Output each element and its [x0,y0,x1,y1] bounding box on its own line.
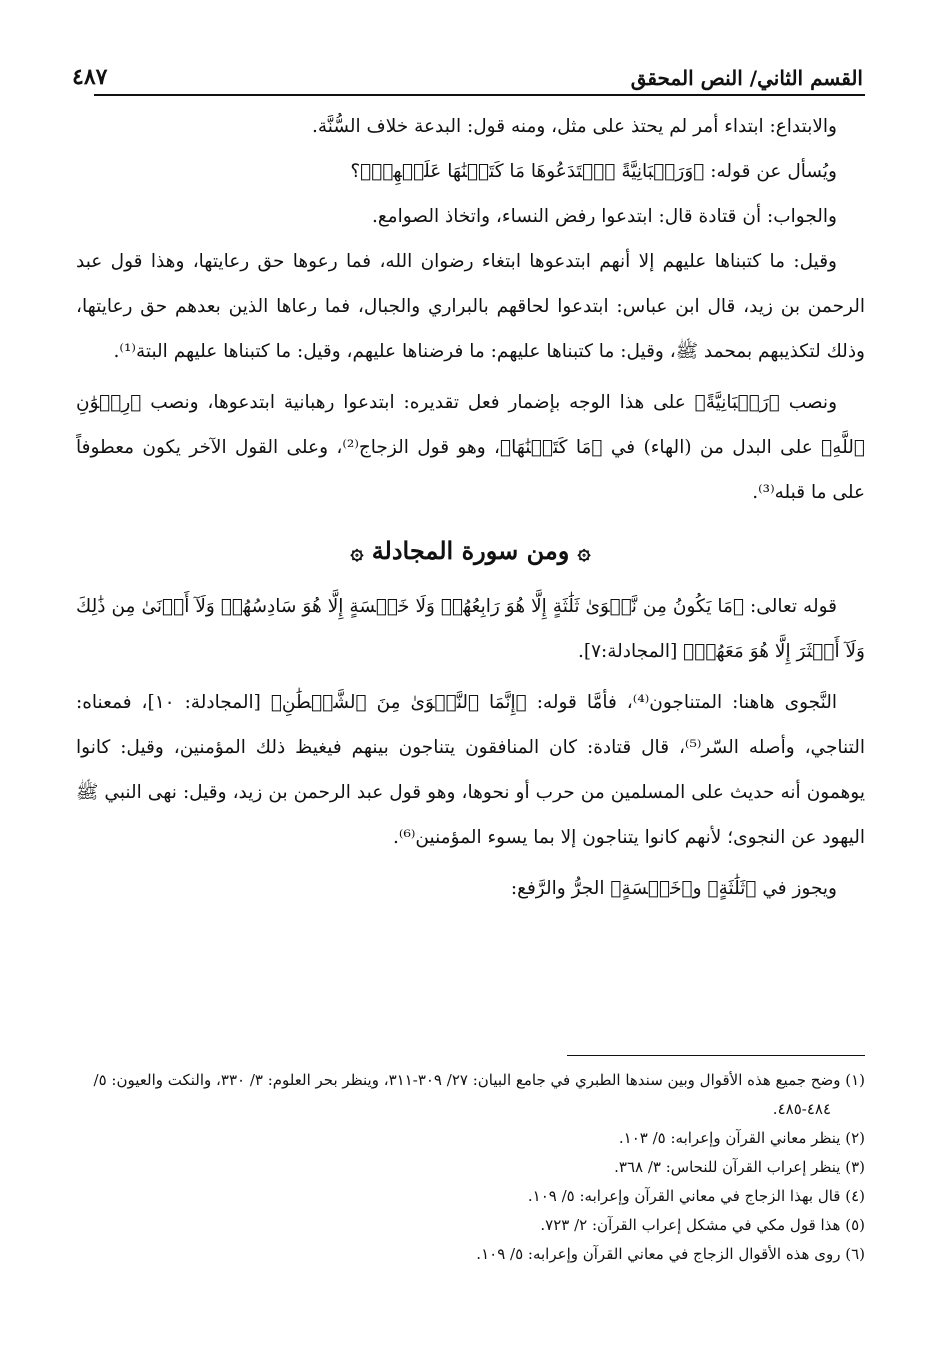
footnote: (٢) ينظر معاني القرآن وإعرابه: ٥/ ١٠٣. [618,1129,865,1147]
ornament-right-icon: ۞ [577,539,591,565]
footnote: (٥) هذا قول مكي في مشكل إعراب القرآن: ٢/ ٧٢٣. [540,1216,865,1234]
running-header [72,54,863,90]
paragraph: والجواب: أن قتادة قال: ابتدعوا رفض النساء، واتخاذ الصوامع. [371,206,837,227]
body-text [76,104,865,911]
paragraph: ويُسأل عن قوله: ﴿وَرَهۡبَانِيَّةً ٱبۡتَدَعُوهَا مَا كَتَبۡنَٰهَا عَلَيۡهِمۡ﴾؟ [350,161,837,182]
header-rule [94,94,865,96]
running-title: القسم الثاني/ النص المحقق [630,66,863,90]
paragraph: وقيل: ما كتبناها عليهم إلا أنهم ابتدعوها ابتغاء رضوان الله، فما رعوها حق رعايتها، وهذا قول عبد الرحمن بن زيد، قال ابن عباس: ابتدعوا لحاقهم بالبراري والجبال، فما رعاها الذين بعدهم حق رعايتها، وذلك لتكذيبهم بمحمد ﷺ، وقيل: ما كتبناها عليهم: ما فرضناها عليهم، وقيل: ما كتبناها عليهم البتة⁽¹⁾. [76,251,865,362]
surah-heading [76,529,865,574]
footnote: (١) وضح جميع هذه الأقوال وبين سندها الطبري في جامع البيان: ٢٧/ ٣٠٩-٣١١، وينظر بحر العلوم: ٣/ ٣٣٠، والنكت والعيون: ٥/ ٤٨٤-٤٨٥. [93,1071,865,1118]
paragraph: قوله تعالى: ﴿مَا يَكُونُ مِن نَّجۡوَىٰ ثَلَٰثَةٍ إِلَّا هُوَ رَابِعُهُمۡ وَلَا خَمۡسَةٍ إِلَّا هُوَ سَادِسُهُمۡ وَلَآ أَدۡنَىٰ مِن ذَٰلِكَ وَلَآ أَكۡثَرَ إِلَّا هُوَ مَعَهُمۡ﴾ [المجادلة:٧]. [76,596,865,662]
footnote-rule [567,1055,865,1056]
surah-heading-text: ومن سورة المجادلة [371,536,570,565]
paragraph: والابتداع: ابتداء أمر لم يحتذ على مثل، ومنه قول: البدعة خلاف السُّنَّة. [312,116,837,137]
paragraph: النَّجوى هاهنا: المتناجون⁽⁴⁾، فأمَّا قوله: ﴿إِنَّمَا ٱلنَّجۡوَىٰ مِنَ ٱلشَّيۡطَٰنِ﴾ [المجادلة: ١٠]، فمعناه: التناجي، وأصله السّر⁽⁵⁾، قال قتادة: كان المنافقون يتناجون بينهم فيغيظ ذلك المؤمنين، وقيل: كانوا يوهمون أنه حديث على المسلمين من حرب أو نحوها، وهو قول عبد الرحمن بن زيد، وقيل: نهى النبي ﷺ اليهود عن النجوى؛ لأنهم كانوا يتناجون إلا بما يسوء المؤمنين⁽⁶⁾. [76,692,865,848]
page-number: ٤٨٧ [72,64,108,90]
paragraph: ونصب ﴿رَهۡبَانِيَّةً﴾ على هذا الوجه بإضمار فعل تقديره: ابتدعوا رهبانية ابتدعوها، ونصب ﴿رِضۡوَٰنِ ٱللَّهِ﴾ على البدل من (الهاء) في ﴿مَا كَتَبۡنَٰهَا﴾، وهو قول الزجاج⁽²⁾، وعلى القول الآخر يكون معطوفاً على ما قبله⁽³⁾. [76,392,865,503]
paragraph: ويجوز في ﴿ثَلَٰثَةٍ﴾ و﴿خَمۡسَةٍ﴾ الجرُّ والرَّفع: [510,878,837,899]
ornament-left-icon: ۞ [350,539,364,565]
footnote: (٣) ينظر إعراب القرآن للنحاس: ٣/ ٣٦٨. [614,1158,865,1176]
footnote: (٤) قال بهذا الزجاج في معاني القرآن وإعرابه: ٥/ ١٠٩. [527,1187,865,1205]
footnote: (٦) روى هذه الأقوال الزجاج في معاني القرآن وإعرابه: ٥/ ١٠٩. [476,1245,865,1263]
footnotes [76,1066,865,1269]
